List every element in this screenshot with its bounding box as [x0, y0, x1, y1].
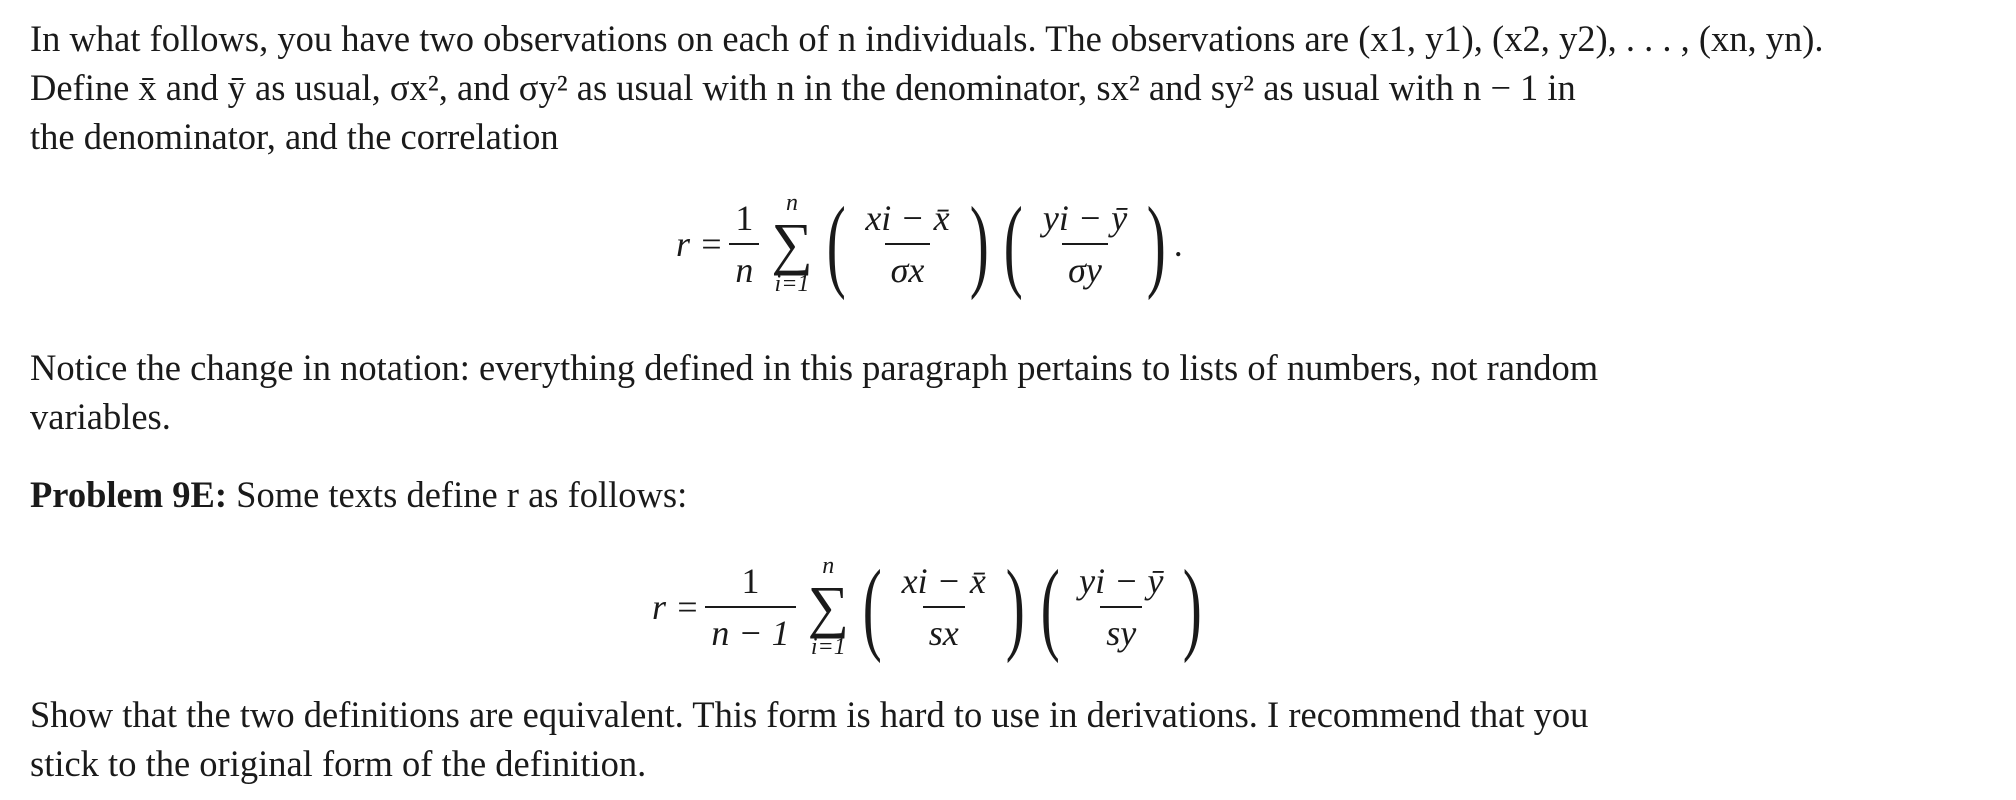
- problem-label: Problem 9E:: [30, 474, 228, 515]
- eq2-x-numerator: xi − x̄: [901, 561, 986, 601]
- eq2-lhs: r =: [652, 587, 700, 627]
- eq2-x-fraction: [896, 560, 992, 654]
- eq1-x-denominator: σx: [885, 243, 931, 291]
- correlation-equation: [676, 186, 1183, 301]
- right-paren: ): [969, 186, 989, 301]
- left-paren: (: [1040, 549, 1060, 664]
- eq1-y-fraction: [1037, 197, 1133, 291]
- eq1-lhs: r =: [676, 224, 724, 264]
- left-paren: (: [862, 549, 882, 664]
- sigma-symbol: ∑: [807, 574, 849, 639]
- paragraph-intro-line-3: the denominator, and the correlation: [30, 116, 559, 157]
- right-paren: ): [1005, 549, 1025, 664]
- eq1-y-numerator: yi − ȳ: [1042, 198, 1128, 238]
- paragraph-show-line-1: Show that the two definitions are equivalent. This form is hard to use in derivations. I recommend that you: [30, 694, 1589, 735]
- paragraph-intro-line-1: In what follows, you have two observations on each of n individuals. The observations are (x1, y1), (x2, y2), . . . , (xn, yn).: [30, 18, 1824, 59]
- right-paren: ): [1146, 186, 1166, 301]
- eq2-y-fraction: [1073, 560, 1169, 654]
- eq1-coef-numerator: 1: [735, 198, 754, 238]
- eq2-x-denominator: sx: [923, 606, 965, 654]
- eq2-coef-denominator: n − 1: [705, 606, 795, 654]
- eq1-x-fraction: [859, 197, 955, 291]
- right-paren: ): [1183, 549, 1203, 664]
- eq2-coefficient: [705, 560, 795, 654]
- problem-text: Some texts define r as follows:: [236, 474, 688, 515]
- eq2-coef-numerator: 1: [741, 561, 760, 601]
- alternate-correlation-equation: [652, 549, 1210, 664]
- eq1-sum-lower: i=1: [774, 271, 810, 297]
- eq2-sum-lower: i=1: [810, 634, 846, 660]
- eq2-sum-upper: n: [822, 553, 835, 579]
- eq1-sum-upper: n: [785, 190, 798, 216]
- eq1-coefficient: [729, 197, 759, 291]
- eq1-x-numerator: xi − x̄: [865, 198, 950, 238]
- paragraph-notation-line-1: Notice the change in notation: everything defined in this paragraph pertains to lists of numbers, not random: [30, 347, 1599, 388]
- paragraph-notation-line-2: variables.: [30, 396, 171, 437]
- eq2-summation: [808, 553, 849, 661]
- problem-statement: [30, 470, 2005, 519]
- left-paren: (: [1004, 186, 1024, 301]
- eq2-y-numerator: yi − ȳ: [1079, 561, 1164, 601]
- sigma-symbol: ∑: [771, 211, 813, 276]
- paragraph-intro-line-2: Define x̄ and ȳ as usual, σx², and σy² as usual with n in the denominator, sx² and sy² as usual with n − 1 in: [30, 67, 1576, 108]
- eq1-summation: [771, 190, 812, 298]
- eq2-y-denominator: sy: [1100, 606, 1142, 654]
- paragraph-show-line-2: stick to the original form of the definition.: [30, 743, 647, 784]
- left-paren: (: [826, 186, 846, 301]
- eq1-coef-denominator: n: [729, 243, 759, 291]
- eq1-y-denominator: σy: [1062, 243, 1108, 291]
- eq1-period: .: [1173, 224, 1183, 264]
